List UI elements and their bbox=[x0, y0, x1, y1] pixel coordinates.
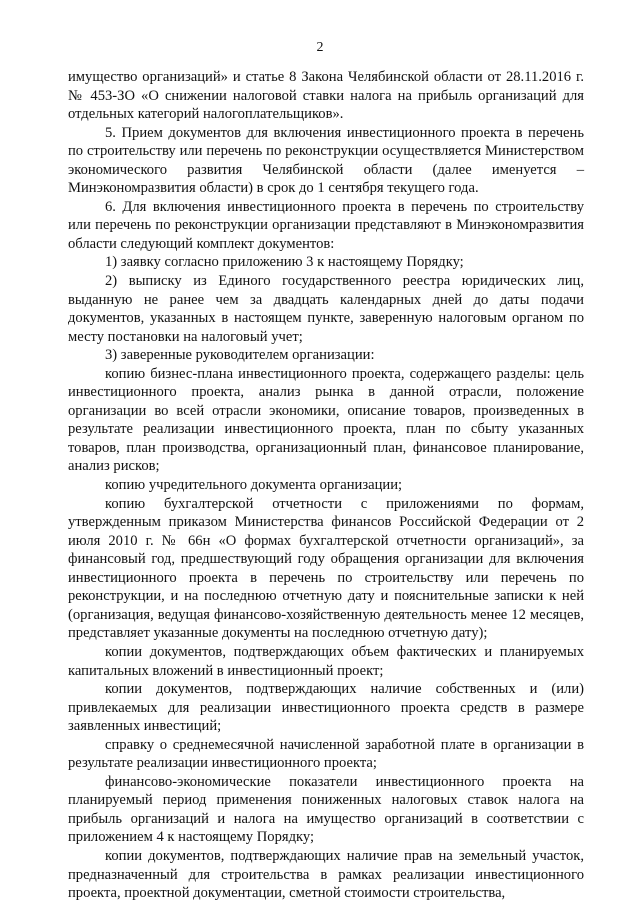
paragraph: копию учредительного документа организации; bbox=[105, 477, 403, 494]
paragraph: копии документов, подтверждающих наличие прав на земельный участок, предназначенный для строительства в рамках реализации инвестиционного проекта, проектной документации, сметной стоимости строительства, bbox=[68, 847, 584, 902]
paragraph: 2) выписку из Единого государственного реестра юридических лиц, выданную не ранее чем за двадцать календарных дней до даты подачи документов, указанных в настоящем пункте, заверенную налоговым органом по месту постановки на налоговый учет; bbox=[68, 273, 584, 345]
page-number: 2 bbox=[316, 40, 324, 55]
paragraph: копию бизнес-плана инвестиционного проекта, содержащего разделы: цель инвестиционного проекта, анализ рынка в данной отрасли, положение организации во всей отрасли экономики, описание товаров, произведенных в результате реализации инвестиционного проекта, план по сбыту указанных товаров, план производства, организационный план, финансовое планирование, анализ рисков; bbox=[68, 365, 584, 475]
paragraph: 5. Прием документов для включения инвестиционного проекта в перечень по строительству или перечень по реконструкции осуществляется Министерством экономического развития Челябинской области (далее именуется – Минэкономразвития области) в срок до 1 сентября текущего года. bbox=[68, 124, 584, 197]
paragraph: копии документов, подтверждающих наличие собственных и (или) привлекаемых для реализации инвестиционного проекта средств в размере заявленных инвестиций; bbox=[68, 681, 584, 735]
paragraph: копию бухгалтерской отчетности с приложениями по формам, утвержденным приказом Министерства финансов Российской Федерации от 2 июля 2010 г. № 66н «О формах бухгалтерской отчетности организаций», за финансовый год, предшествующий году обращения организации для включения инвестиционного проекта в перечень по строительству или перечень по реконструкции, и на последнюю отчетную дату и пояснительные записки к ней (организация, ведущая финансово-хозяйственную деятельность менее 12 месяцев, представляет указанные документы на последнюю отчетную дату); bbox=[68, 495, 584, 642]
document-body bbox=[68, 68, 584, 903]
paragraph: копии документов, подтверждающих объем фактических и планируемых капитальных вложений в инвестиционный проект; bbox=[68, 643, 584, 679]
paragraph: 3) заверенные руководителем организации: bbox=[105, 347, 375, 364]
paragraph: имущество организаций» и статье 8 Закона Челябинской области от 28.11.2016 г. № 453-ЗО «О снижении налоговой ставки налога на прибыль организаций для отдельных категорий налогоплательщиков». bbox=[68, 69, 584, 123]
paragraph: 6. Для включения инвестиционного проекта в перечень по строительству или перечень по реконструкции организации представляют в Минэкономразвития области следующий комплект документов: bbox=[68, 198, 584, 252]
paragraph: справку о среднемесячной начисленной заработной плате в организации в результате реализации инвестиционного проекта; bbox=[68, 736, 584, 772]
paragraph: финансово-экономические показатели инвестиционного проекта на планируемый период применения пониженных налоговых ставок налога на прибыль организаций и налога на имущество организаций в соответствии с приложением 4 к настоящему Порядку; bbox=[68, 773, 584, 846]
paragraph: 1) заявку согласно приложению 3 к настоящему Порядку; bbox=[105, 254, 464, 271]
